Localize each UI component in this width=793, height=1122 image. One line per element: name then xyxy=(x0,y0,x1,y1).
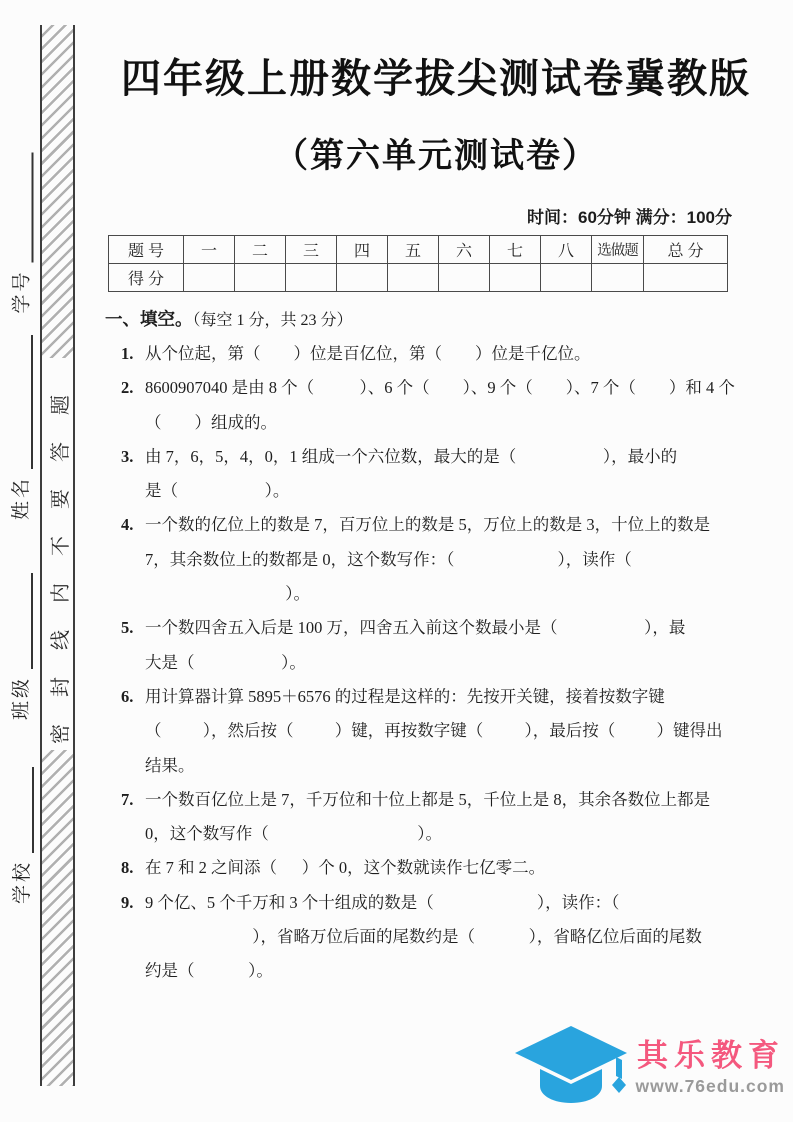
header-cell-optional: 选做题 xyxy=(592,236,644,264)
header-cell-total: 总 分 xyxy=(644,236,728,264)
question-number: 3. xyxy=(121,446,134,466)
paper-subtitle: （第六单元测试卷） xyxy=(274,137,598,175)
header-cell-1: 一 xyxy=(184,236,235,264)
student-id-blank-line xyxy=(11,152,34,262)
section-heading-note: （每空 1 分，共 23 分） xyxy=(192,312,353,329)
question-text: 用计算器计算 5895＋6576 的过程是这样的：先按开关键，接着按数字键 xyxy=(145,686,665,706)
question-text: 9 个亿、5 个千万和 3 个十组成的数是（ ），读作：（ xyxy=(145,892,620,912)
student-id-label: 学号 xyxy=(11,269,33,314)
question-9-cont xyxy=(100,920,772,954)
student-name-label: 姓名 xyxy=(11,475,32,520)
question-text: 结果。 xyxy=(145,755,195,775)
school-blank-line xyxy=(11,767,34,853)
student-name-field xyxy=(7,330,33,520)
question-4 xyxy=(100,508,772,542)
question-2-cont xyxy=(100,406,772,440)
header-cell-3: 三 xyxy=(286,236,337,264)
question-3-cont xyxy=(100,474,772,508)
question-text: 一个数四舍五入后是 100 万，四舍五入前这个数最小是（ ），最 xyxy=(145,618,686,638)
header-cell-question-no: 题 号 xyxy=(109,236,184,264)
question-2 xyxy=(100,371,772,405)
school-field xyxy=(8,766,34,904)
question-5 xyxy=(100,611,772,645)
section-heading-title: 一、填空。 xyxy=(105,309,193,329)
question-4-cont xyxy=(100,543,772,577)
question-9 xyxy=(100,886,772,920)
class-label: 班级 xyxy=(11,675,32,720)
question-text: （ ）组成的。 xyxy=(145,412,277,432)
question-text: 7，其余数位上的数都是 0，这个数写作：（ ），读作（ xyxy=(145,549,632,569)
question-3 xyxy=(100,440,772,474)
question-5-cont xyxy=(100,646,772,680)
score-cell xyxy=(490,264,541,292)
header-cell-2: 二 xyxy=(235,236,286,264)
question-number: 9. xyxy=(121,892,134,912)
question-4-cont2 xyxy=(100,577,772,611)
header-cell-6: 六 xyxy=(439,236,490,264)
header-cell-5: 五 xyxy=(388,236,439,264)
score-cell xyxy=(235,264,286,292)
publisher-logo-text xyxy=(636,1039,785,1097)
paper-title: 四年级上册数学拔尖测试卷冀教版 xyxy=(121,57,751,101)
header-cell-8: 八 xyxy=(541,236,592,264)
header-cell-7: 七 xyxy=(490,236,541,264)
question-text: 由 7，6，5，4，0，1 组成一个六位数，最大的是（ ），最小的 xyxy=(145,446,678,466)
graduation-cap-icon xyxy=(513,1025,631,1110)
question-8 xyxy=(100,851,772,885)
score-table-header-row xyxy=(109,236,728,264)
seal-line-text: 密封线内不要答题 xyxy=(50,368,72,744)
question-text: 8600907040 是由 8 个（ ）、6 个（ ）、9 个（ ）、7 个（ ）和 4 个 xyxy=(145,378,735,398)
fill-in-questions xyxy=(100,337,772,989)
question-text: （ ），然后按（ ）键，再按数字键（ ），最后按（ ）键得出 xyxy=(145,721,723,741)
score-cell xyxy=(541,264,592,292)
question-text: 约是（ ）。 xyxy=(145,961,273,981)
question-6-cont xyxy=(100,714,772,748)
question-text: 在 7 和 2 之间添（ ）个 0，这个数就读作七亿零二。 xyxy=(145,858,546,878)
class-field xyxy=(7,572,33,720)
score-table xyxy=(108,235,728,292)
question-number: 7. xyxy=(121,789,134,809)
question-text: ），省略万位后面的尾数约是（ ），省略亿位后面的尾数 xyxy=(145,927,702,947)
site-url: www.76edu.com xyxy=(635,1075,785,1096)
question-6-cont2 xyxy=(100,749,772,783)
question-6 xyxy=(100,680,772,714)
question-number: 6. xyxy=(121,686,134,706)
question-text: 大是（ ）。 xyxy=(145,652,306,672)
question-number: 1. xyxy=(121,344,134,363)
time-score-info: 时间：60分钟 满分：100分 xyxy=(527,208,732,227)
question-7 xyxy=(100,783,772,817)
score-cell xyxy=(184,264,235,292)
score-cell xyxy=(388,264,439,292)
question-text: 一个数百亿位上是 7，千万位和十位上都是 5，千位上是 8，其余各数位上都是 xyxy=(145,789,711,809)
question-text: 从个位起，第（ ）位是百亿位，第（ ）位是千亿位。 xyxy=(145,344,591,363)
publisher-logo xyxy=(513,1025,785,1110)
hatch-pattern-bottom xyxy=(42,750,73,1086)
score-cell xyxy=(286,264,337,292)
main-content xyxy=(100,0,772,989)
hatch-pattern-top xyxy=(42,25,73,358)
question-number: 8. xyxy=(121,858,134,878)
class-blank-line xyxy=(10,573,33,669)
question-number: 5. xyxy=(121,618,134,638)
question-number: 4. xyxy=(121,515,134,535)
question-7-cont xyxy=(100,817,772,851)
question-text: 是（ ）。 xyxy=(145,481,290,501)
student-name-blank-line xyxy=(10,335,33,469)
section-heading xyxy=(105,308,772,330)
score-cell xyxy=(592,264,644,292)
student-id-field xyxy=(8,149,34,314)
question-1 xyxy=(100,337,772,371)
question-number: 2. xyxy=(121,378,134,398)
question-text: 0，这个数写作（ ）。 xyxy=(145,824,442,844)
score-table-score-row xyxy=(109,264,728,292)
score-cell xyxy=(644,264,728,292)
header-cell-4: 四 xyxy=(337,236,388,264)
brand-text: 其乐教育 xyxy=(637,1037,785,1073)
score-cell xyxy=(439,264,490,292)
question-text: 一个数的亿位上的数是 7，百万位上的数是 5，万位上的数是 3，十位上的数是 xyxy=(145,515,711,535)
question-9-cont2 xyxy=(100,954,772,988)
school-label: 学校 xyxy=(12,859,33,904)
score-cell xyxy=(337,264,388,292)
score-row-label: 得 分 xyxy=(109,264,184,292)
question-text: ）。 xyxy=(145,584,310,604)
